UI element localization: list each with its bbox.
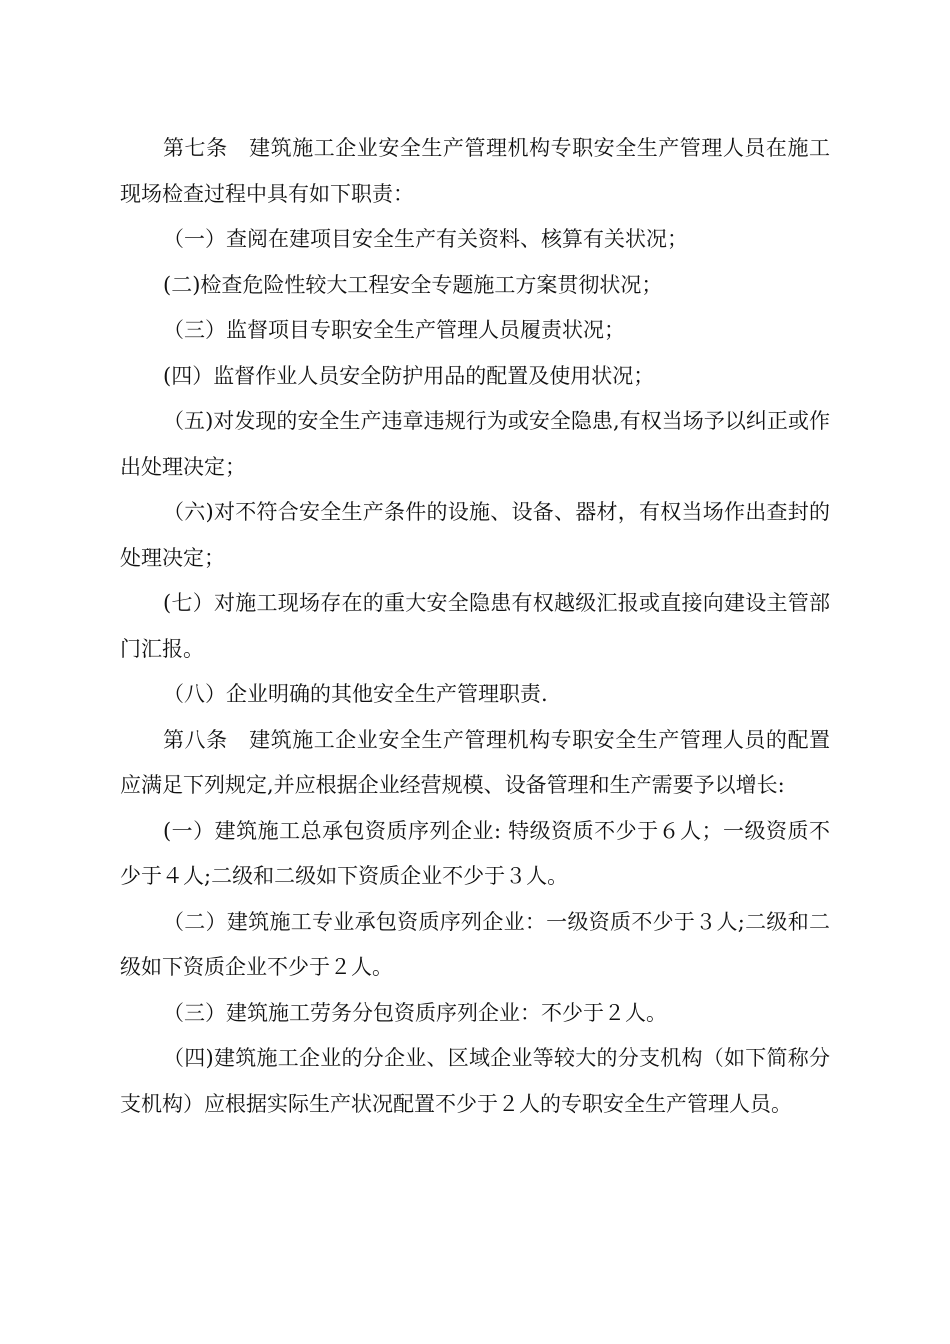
paragraph-item-7-5: （五)对发现的安全生产违章违规行为或安全隐患,有权当场予以纠正或作出处理决定； bbox=[120, 409, 830, 479]
paragraph-item-8-3: （三）建筑施工劳务分包资质序列企业：不少于２人。 bbox=[163, 1000, 667, 1025]
paragraph-item-8-4: （四)建筑施工企业的分企业、区域企业等较大的分支机构（如下简称分支机构）应根据实际生产状况配置不少于２人的专职安全生产管理人员。 bbox=[120, 1046, 830, 1116]
paragraph-item-7-6: （六)对不符合安全生产条件的设施、设备、器材，有权当场作出查封的处理决定； bbox=[120, 500, 830, 570]
paragraph-item-7-4: (四）监督作业人员安全防护用品的配置及使用状况； bbox=[163, 363, 655, 388]
paragraph-item-7-2: (二)检查危险性较大工程安全专题施工方案贯彻状况； bbox=[163, 272, 663, 297]
paragraph-item-7-1: （一）查阅在建项目安全生产有关资料、核算有关状况； bbox=[163, 227, 688, 251]
paragraph-item-8-1: (一）建筑施工总承包资质序列企业: 特级资质不少于６人；一级资质不少于４人;二级和二级如下资质企业不少于３人。 bbox=[120, 818, 830, 888]
paragraph-article-8: 第八条 建筑施工企业安全生产管理机构专职安全生产管理人员的配置应满足下列规定,并应根据企业经营规模、设备管理和生产需要予以增长: bbox=[120, 727, 830, 797]
paragraph-item-7-8: （八）企业明确的其他安全生产管理职责. bbox=[163, 682, 548, 706]
paragraph-article-7: 第七条 建筑施工企业安全生产管理机构专职安全生产管理人员在施工现场检查过程中具有如下职责： bbox=[120, 136, 830, 206]
document-body bbox=[120, 126, 830, 1127]
paragraph-item-7-7: (七）对施工现场存在的重大安全隐患有权越级汇报或直接向建设主管部门汇报。 bbox=[120, 591, 830, 661]
paragraph-item-8-2: （二）建筑施工专业承包资质序列企业：一级资质不少于３人;二级和二级如下资质企业不少于２人。 bbox=[120, 909, 830, 979]
paragraph-item-7-3: （三）监督项目专职安全生产管理人员履责状况； bbox=[163, 318, 625, 342]
